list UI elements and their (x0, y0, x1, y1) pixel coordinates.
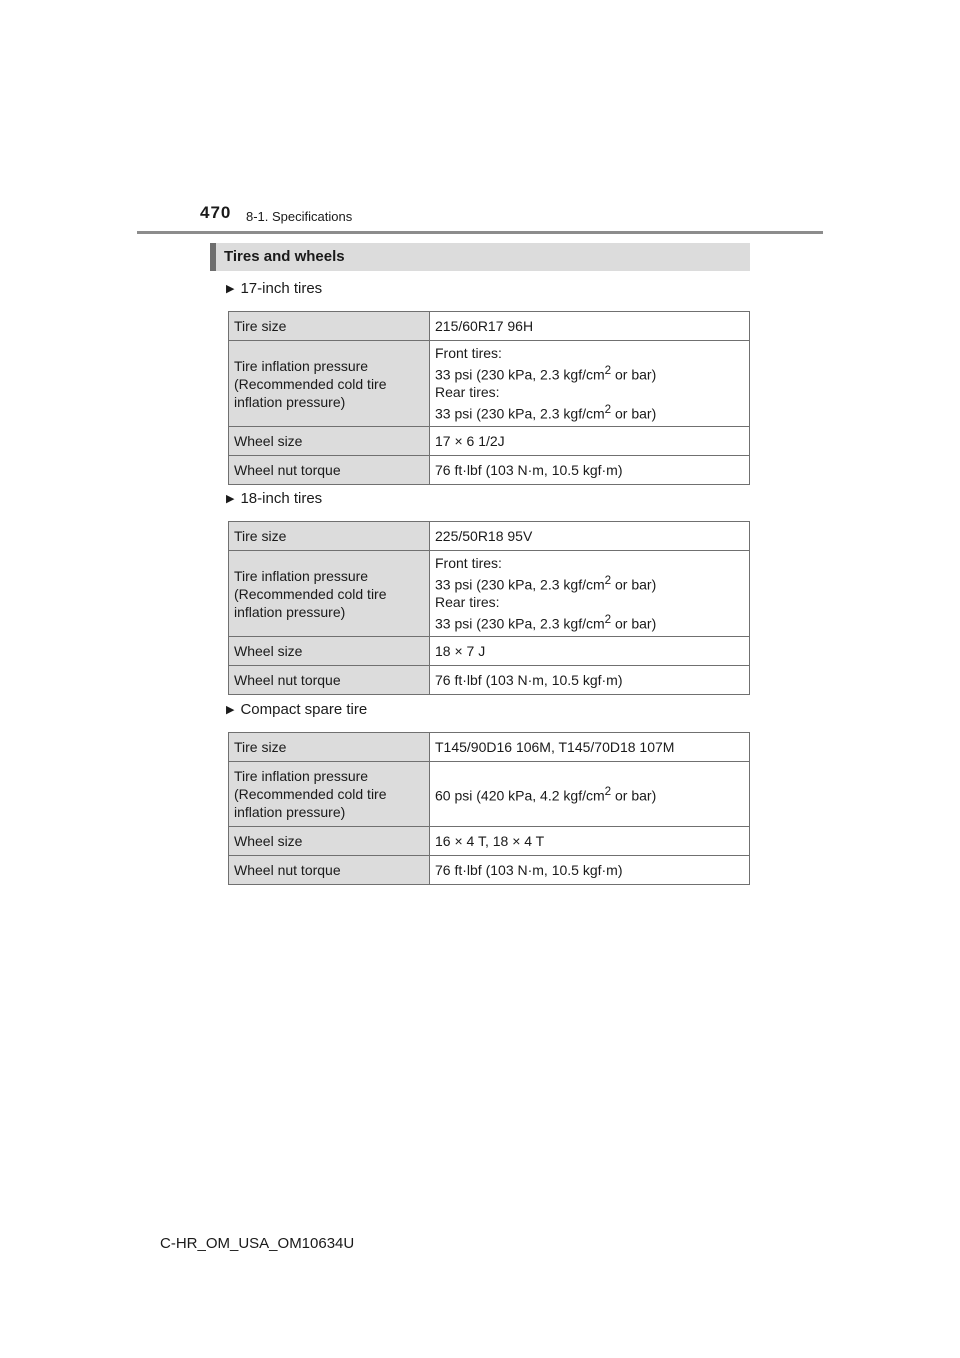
header-rule (137, 231, 823, 234)
page-number: 470 (200, 203, 232, 222)
pressure-line (435, 783, 744, 805)
subhead-label: 18-inch tires (240, 490, 323, 507)
pressure-label-line: (Recommended cold tire (234, 375, 387, 392)
wheel-size-value: 17 × 6 1/2J (430, 427, 750, 456)
superscript: 2 (604, 364, 612, 377)
torque-value: 76 ft·lbf (103 N·m, 10.5 kgf·m) (430, 666, 750, 695)
pressure-label-line: (Recommended cold tire (234, 786, 387, 802)
pressure-line: Rear tires: (435, 593, 500, 610)
wheel-size-label: Wheel size (229, 827, 430, 856)
triangle-right-icon: ▶ (226, 283, 235, 295)
pressure-line (435, 401, 744, 423)
tire-size-label: Tire size (229, 733, 430, 762)
wheel-size-value: 16 × 4 T, 18 × 4 T (430, 827, 750, 856)
pressure-text: or bar) (611, 405, 657, 422)
pressure-line (435, 362, 744, 384)
pressure-text: 33 psi (230 kPa, 2.3 kgf/cm (435, 615, 605, 632)
table-row (229, 762, 750, 827)
pressure-text: 33 psi (230 kPa, 2.3 kgf/cm (435, 405, 605, 422)
tire-size-label: Tire size (229, 312, 430, 341)
triangle-right-icon: ▶ (226, 493, 235, 505)
superscript: 2 (604, 612, 612, 626)
footer-doc-id: C-HR_OM_USA_OM10634U (160, 1235, 355, 1252)
section-title: Tires and wheels (210, 243, 750, 271)
superscript: 2 (604, 402, 612, 416)
tire-size-value: 215/60R17 96H (430, 312, 750, 341)
table-row (229, 522, 750, 551)
tire-size-value: T145/90D16 106M, T145/70D18 107M (430, 733, 750, 762)
pressure-line (435, 611, 744, 633)
table-row (229, 856, 750, 885)
table-row (229, 637, 750, 666)
pressure-label (229, 762, 430, 827)
spec-table-compact-spare (228, 732, 750, 885)
pressure-value (430, 551, 750, 637)
pressure-text: or bar) (611, 787, 657, 804)
subhead-compact-spare (226, 701, 367, 718)
pressure-line: Rear tires: (435, 383, 500, 400)
torque-label: Wheel nut torque (229, 456, 430, 485)
pressure-value (430, 762, 750, 827)
triangle-right-icon: ▶ (226, 704, 235, 716)
pressure-label-line: Tire inflation pressure (234, 567, 369, 584)
spec-table-18-inch (228, 521, 750, 695)
torque-value: 76 ft·lbf (103 N·m, 10.5 kgf·m) (430, 856, 750, 885)
pressure-label (229, 341, 430, 427)
subhead-18-inch (226, 490, 322, 507)
pressure-text: 33 psi (230 kPa, 2.3 kgf/cm (435, 576, 605, 593)
table-row (229, 733, 750, 762)
pressure-text: 33 psi (230 kPa, 2.3 kgf/cm (435, 366, 605, 383)
table-row (229, 666, 750, 695)
pressure-label-line: inflation pressure) (234, 603, 346, 620)
torque-label: Wheel nut torque (229, 856, 430, 885)
wheel-size-label: Wheel size (229, 427, 430, 456)
pressure-text: 60 psi (420 kPa, 4.2 kgf/cm (435, 787, 605, 804)
subhead-label: Compact spare tire (240, 701, 368, 718)
table-row (229, 312, 750, 341)
torque-value: 76 ft·lbf (103 N·m, 10.5 kgf·m) (430, 456, 750, 485)
pressure-line: Front tires: (435, 555, 502, 571)
superscript: 2 (604, 785, 612, 799)
pressure-value (430, 341, 750, 427)
table-row (229, 827, 750, 856)
pressure-label-line: Tire inflation pressure (234, 357, 369, 374)
pressure-text: or bar) (611, 366, 657, 383)
subhead-17-inch (226, 280, 322, 297)
tire-size-label: Tire size (229, 522, 430, 551)
tire-size-value: 225/50R18 95V (430, 522, 750, 551)
wheel-size-label: Wheel size (229, 637, 430, 666)
pressure-label-line: inflation pressure) (234, 393, 346, 410)
superscript: 2 (604, 574, 612, 587)
table-row (229, 551, 750, 637)
table-row (229, 341, 750, 427)
pressure-line: Front tires: (435, 345, 502, 361)
pressure-label-line: inflation pressure) (234, 804, 346, 820)
pressure-text: or bar) (611, 615, 657, 632)
pressure-label-line: (Recommended cold tire (234, 585, 387, 602)
subhead-label: 17-inch tires (240, 280, 323, 297)
pressure-label (229, 551, 430, 637)
table-row (229, 427, 750, 456)
spec-table-17-inch (228, 311, 750, 485)
pressure-text: or bar) (611, 576, 657, 593)
section-label: 8-1. Specifications (246, 209, 353, 224)
torque-label: Wheel nut torque (229, 666, 430, 695)
pressure-line (435, 572, 744, 594)
pressure-label-line: Tire inflation pressure (234, 768, 369, 784)
table-row (229, 456, 750, 485)
wheel-size-value: 18 × 7 J (430, 637, 750, 666)
